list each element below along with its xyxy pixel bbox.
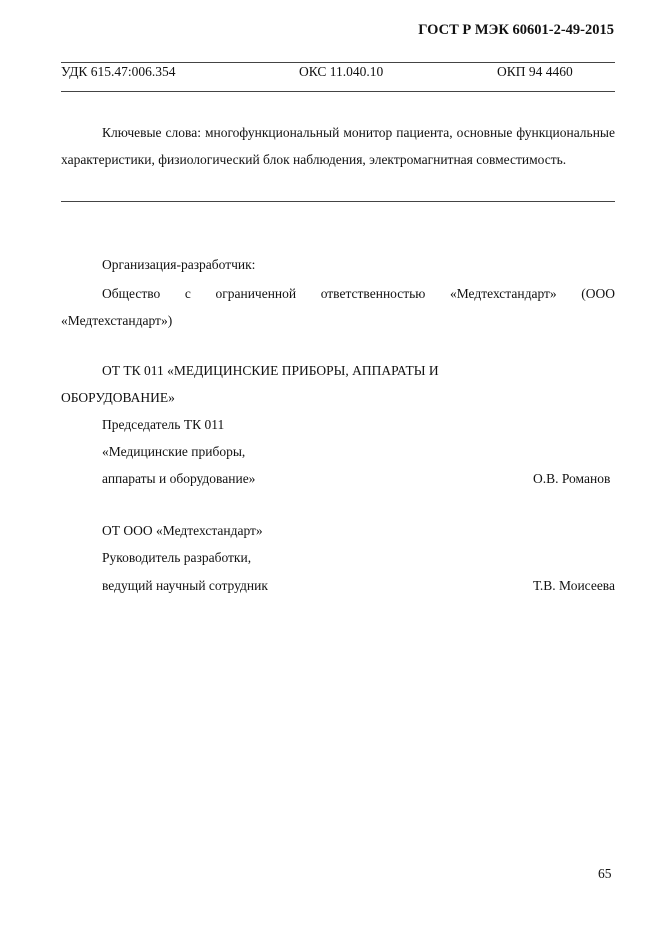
ooo-responsible-name: Т.В. Моисеева [533,578,615,593]
ooo-heading: ОТ ООО «Медтехстандарт» [102,523,263,538]
ooo-role-line1: Руководитель разработки, [102,550,252,565]
tk-chair-name: О.В. Романов [533,471,611,486]
ooo-role-line2: ведущий научный сотрудник [102,578,268,593]
okp-code: ОКП 94 4460 [497,64,573,79]
developer-organization: Общество с ограниченной ответственностью «Медтехстандарт» (ООО «Медтехстандарт») [61,286,615,328]
keywords-divider [61,201,615,202]
udk-code: УДК 615.47:006.354 [61,64,176,79]
tk-chair-committee-line2: аппараты и оборудование» [102,471,256,486]
developer-label: Организация-разработчик: [102,257,256,272]
page-number: 65 [598,866,612,881]
tk-heading-line1: ОТ ТК 011 «МЕДИЦИНСКИЕ ПРИБОРЫ, АППАРАТЫ И [102,363,439,378]
tk-chair-committee-line1: «Медицинские приборы, [102,444,246,459]
top-divider [61,62,615,63]
tk-chair-title: Председатель ТК 011 [102,417,225,432]
tk-heading-line2: ОБОРУДОВАНИЕ» [61,390,175,405]
document-standard-title: ГОСТ Р МЭК 60601-2-49-2015 [418,22,614,38]
codes-divider [61,91,615,92]
keywords-paragraph: Ключевые слова: многофункциональный монитор пациента, основные функциональные характеристики, физиологический блок наблюдения, электромагнитная совместимость. [61,125,615,167]
oks-code: ОКС 11.040.10 [299,64,384,79]
